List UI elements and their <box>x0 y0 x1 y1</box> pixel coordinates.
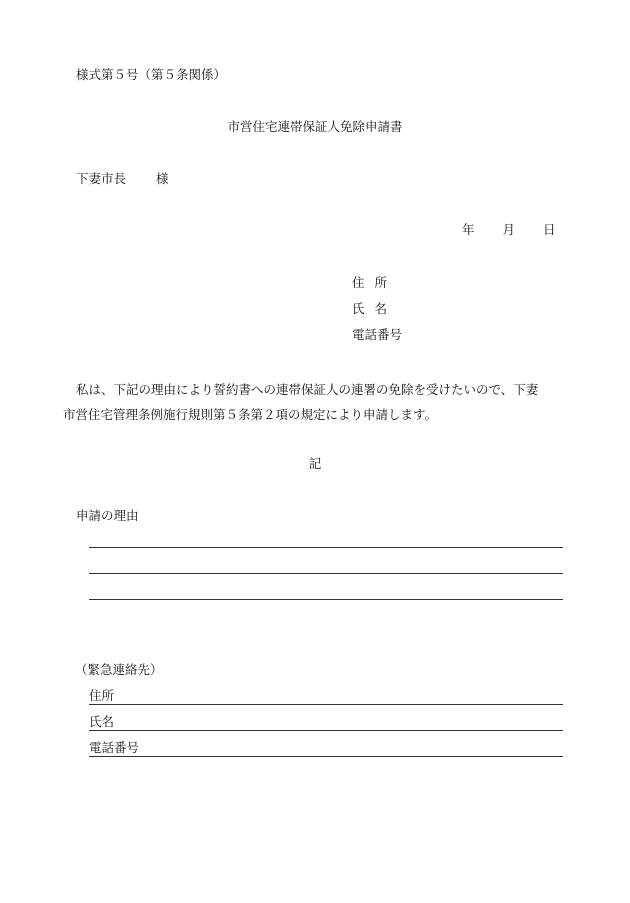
ki-heading: 記 <box>308 456 322 471</box>
emergency-contact-phone-label: 電話番号 <box>89 740 140 755</box>
applicant-block <box>352 277 402 355</box>
statement-line-2: 市営住宅管理条例施行規則第５条第２項の規定により申請します。 <box>63 407 438 422</box>
emergency-contact-address-label: 住所 <box>89 688 115 703</box>
reason-line[interactable] <box>89 573 563 574</box>
reason-heading: 申請の理由 <box>76 508 139 523</box>
addressee-name: 下妻市長 <box>76 171 127 186</box>
applicant-address-label-2: 所 <box>374 275 388 290</box>
applicant-address-label-1: 住 <box>352 275 365 290</box>
emergency-contact-name-field[interactable] <box>89 716 563 731</box>
date-line <box>462 224 556 237</box>
addressee <box>76 173 169 186</box>
date-year-label: 年 <box>462 222 475 237</box>
emergency-contact-phone-field[interactable] <box>89 742 563 757</box>
applicant-address-label <box>352 277 402 290</box>
reason-line[interactable] <box>89 599 563 600</box>
date-day-label: 日 <box>543 222 556 237</box>
reason-line[interactable] <box>89 547 563 548</box>
applicant-name-label-1: 氏 <box>352 301 365 316</box>
statement-paragraph <box>63 377 573 427</box>
addressee-suffix: 様 <box>156 171 169 186</box>
emergency-contact-heading: （緊急連絡先） <box>75 662 163 677</box>
document-title: 市営住宅連帯保証人免除申請書 <box>227 119 403 134</box>
form-number: 様式第５号（第５条関係） <box>76 67 227 82</box>
date-month-label: 月 <box>502 222 516 237</box>
emergency-contact-address-field[interactable] <box>89 690 563 705</box>
emergency-contact-name-label: 氏名 <box>89 714 115 729</box>
applicant-name-label <box>352 303 402 316</box>
applicant-name-label-2: 名 <box>374 301 388 316</box>
applicant-phone-label: 電話番号 <box>352 327 403 342</box>
statement-line-1: 私は、下記の理由により誓約書への連帯保証人の連署の免除を受けたいので、下妻 <box>76 382 539 397</box>
